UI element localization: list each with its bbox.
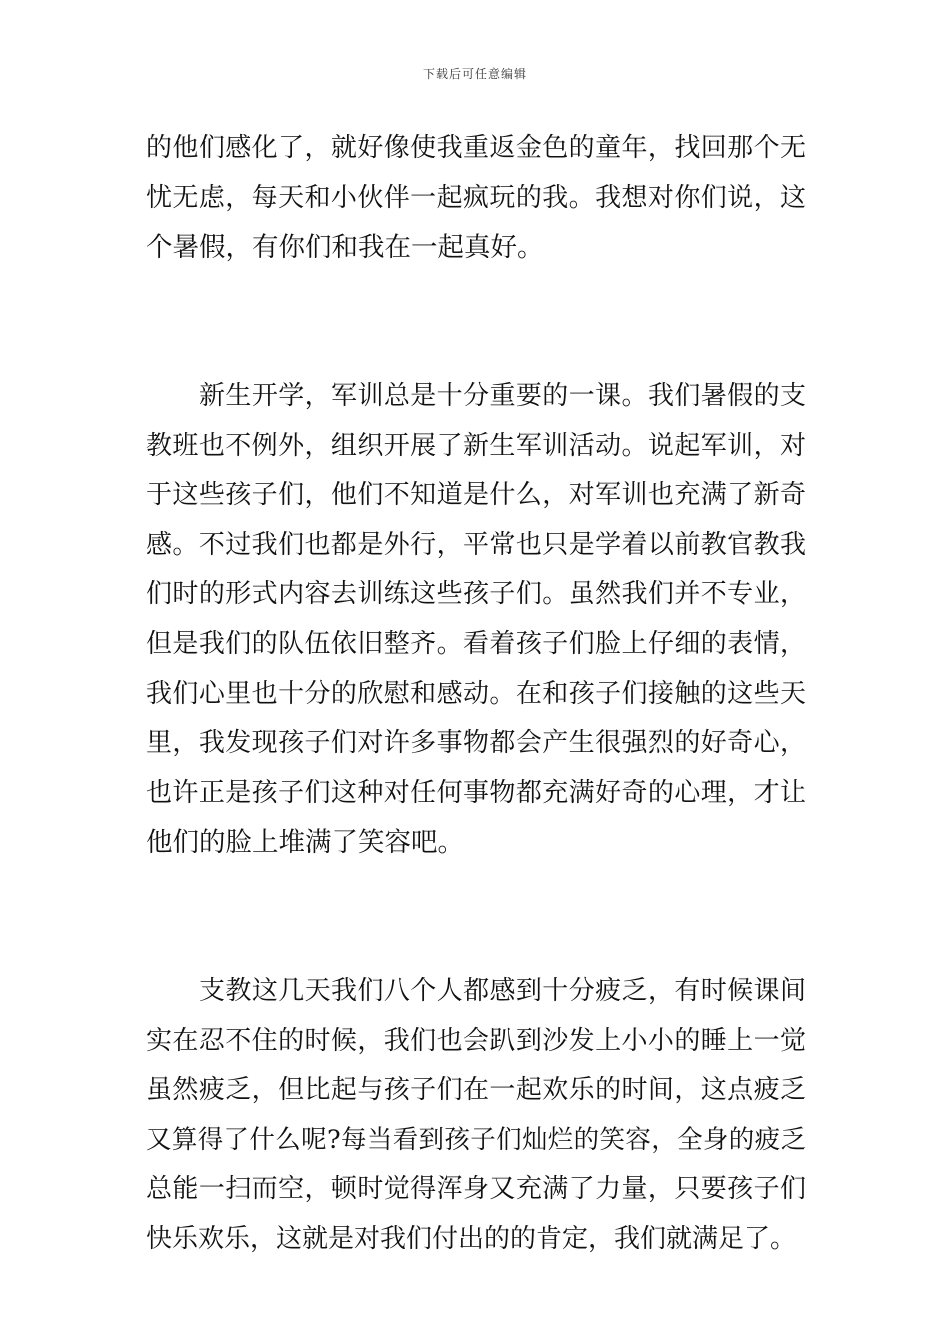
text-line: 也许正是孩子们这种对任何事物都充满好奇的心理，才让	[146, 777, 806, 808]
text-line: 忧无虑，每天和小伙伴一起疯玩的我。我想对你们说，这	[146, 182, 806, 213]
text-line: 感。不过我们也都是外行，平常也只是学着以前教官教我	[146, 529, 806, 560]
text-line: 教班也不例外，组织开展了新生军训活动。说起军训，对	[146, 430, 806, 461]
paragraph-2	[146, 372, 806, 868]
text-line: 他们的脸上堆满了笑容吧。	[146, 827, 464, 859]
paragraph-3	[146, 967, 806, 1265]
text-line: 于这些孩子们，他们不知道是什么，对军训也充满了新奇	[146, 480, 806, 511]
text-line: 里，我发现孩子们对许多事物都会产生很强烈的好奇心，	[146, 728, 806, 759]
page-header: 下载后可任意编辑	[422, 67, 527, 81]
text-line: 实在忍不住的时候，我们也会趴到沙发上小小的睡上一觉	[146, 1025, 806, 1056]
text-line: 又算得了什么呢?每当看到孩子们灿烂的笑容，全身的疲乏	[146, 1124, 806, 1155]
text-line: 快乐欢乐，这就是对我们付出的的肯定，我们就满足了。	[146, 1224, 797, 1255]
body-text	[146, 124, 806, 1265]
text-line: 虽然疲乏，但比起与孩子们在一起欢乐的时间，这点疲乏	[146, 1075, 806, 1106]
text-line: 我们心里也十分的欣慰和感动。在和孩子们接触的这些天	[146, 678, 806, 709]
paragraph-1	[146, 124, 806, 273]
text-line: 新生开学，军训总是十分重要的一课。我们暑假的支	[199, 380, 806, 411]
text-line: 个暑假，有你们和我在一起真好。	[146, 232, 544, 264]
text-line: 们时的形式内容去训练这些孩子们。虽然我们并不专业，	[146, 579, 806, 610]
text-line: 总能一扫而空，顿时觉得浑身又充满了力量，只要孩子们	[146, 1174, 806, 1205]
text-line: 的他们感化了，就好像使我重返金色的童年，找回那个无	[146, 133, 806, 163]
paragraph-gap	[146, 868, 806, 967]
paragraph-gap	[146, 273, 806, 372]
text-line: 支教这几天我们八个人都感到十分疲乏，有时候课间	[199, 976, 806, 1007]
text-line: 但是我们的队伍依旧整齐。看着孩子们脸上仔细的表情，	[146, 628, 806, 659]
